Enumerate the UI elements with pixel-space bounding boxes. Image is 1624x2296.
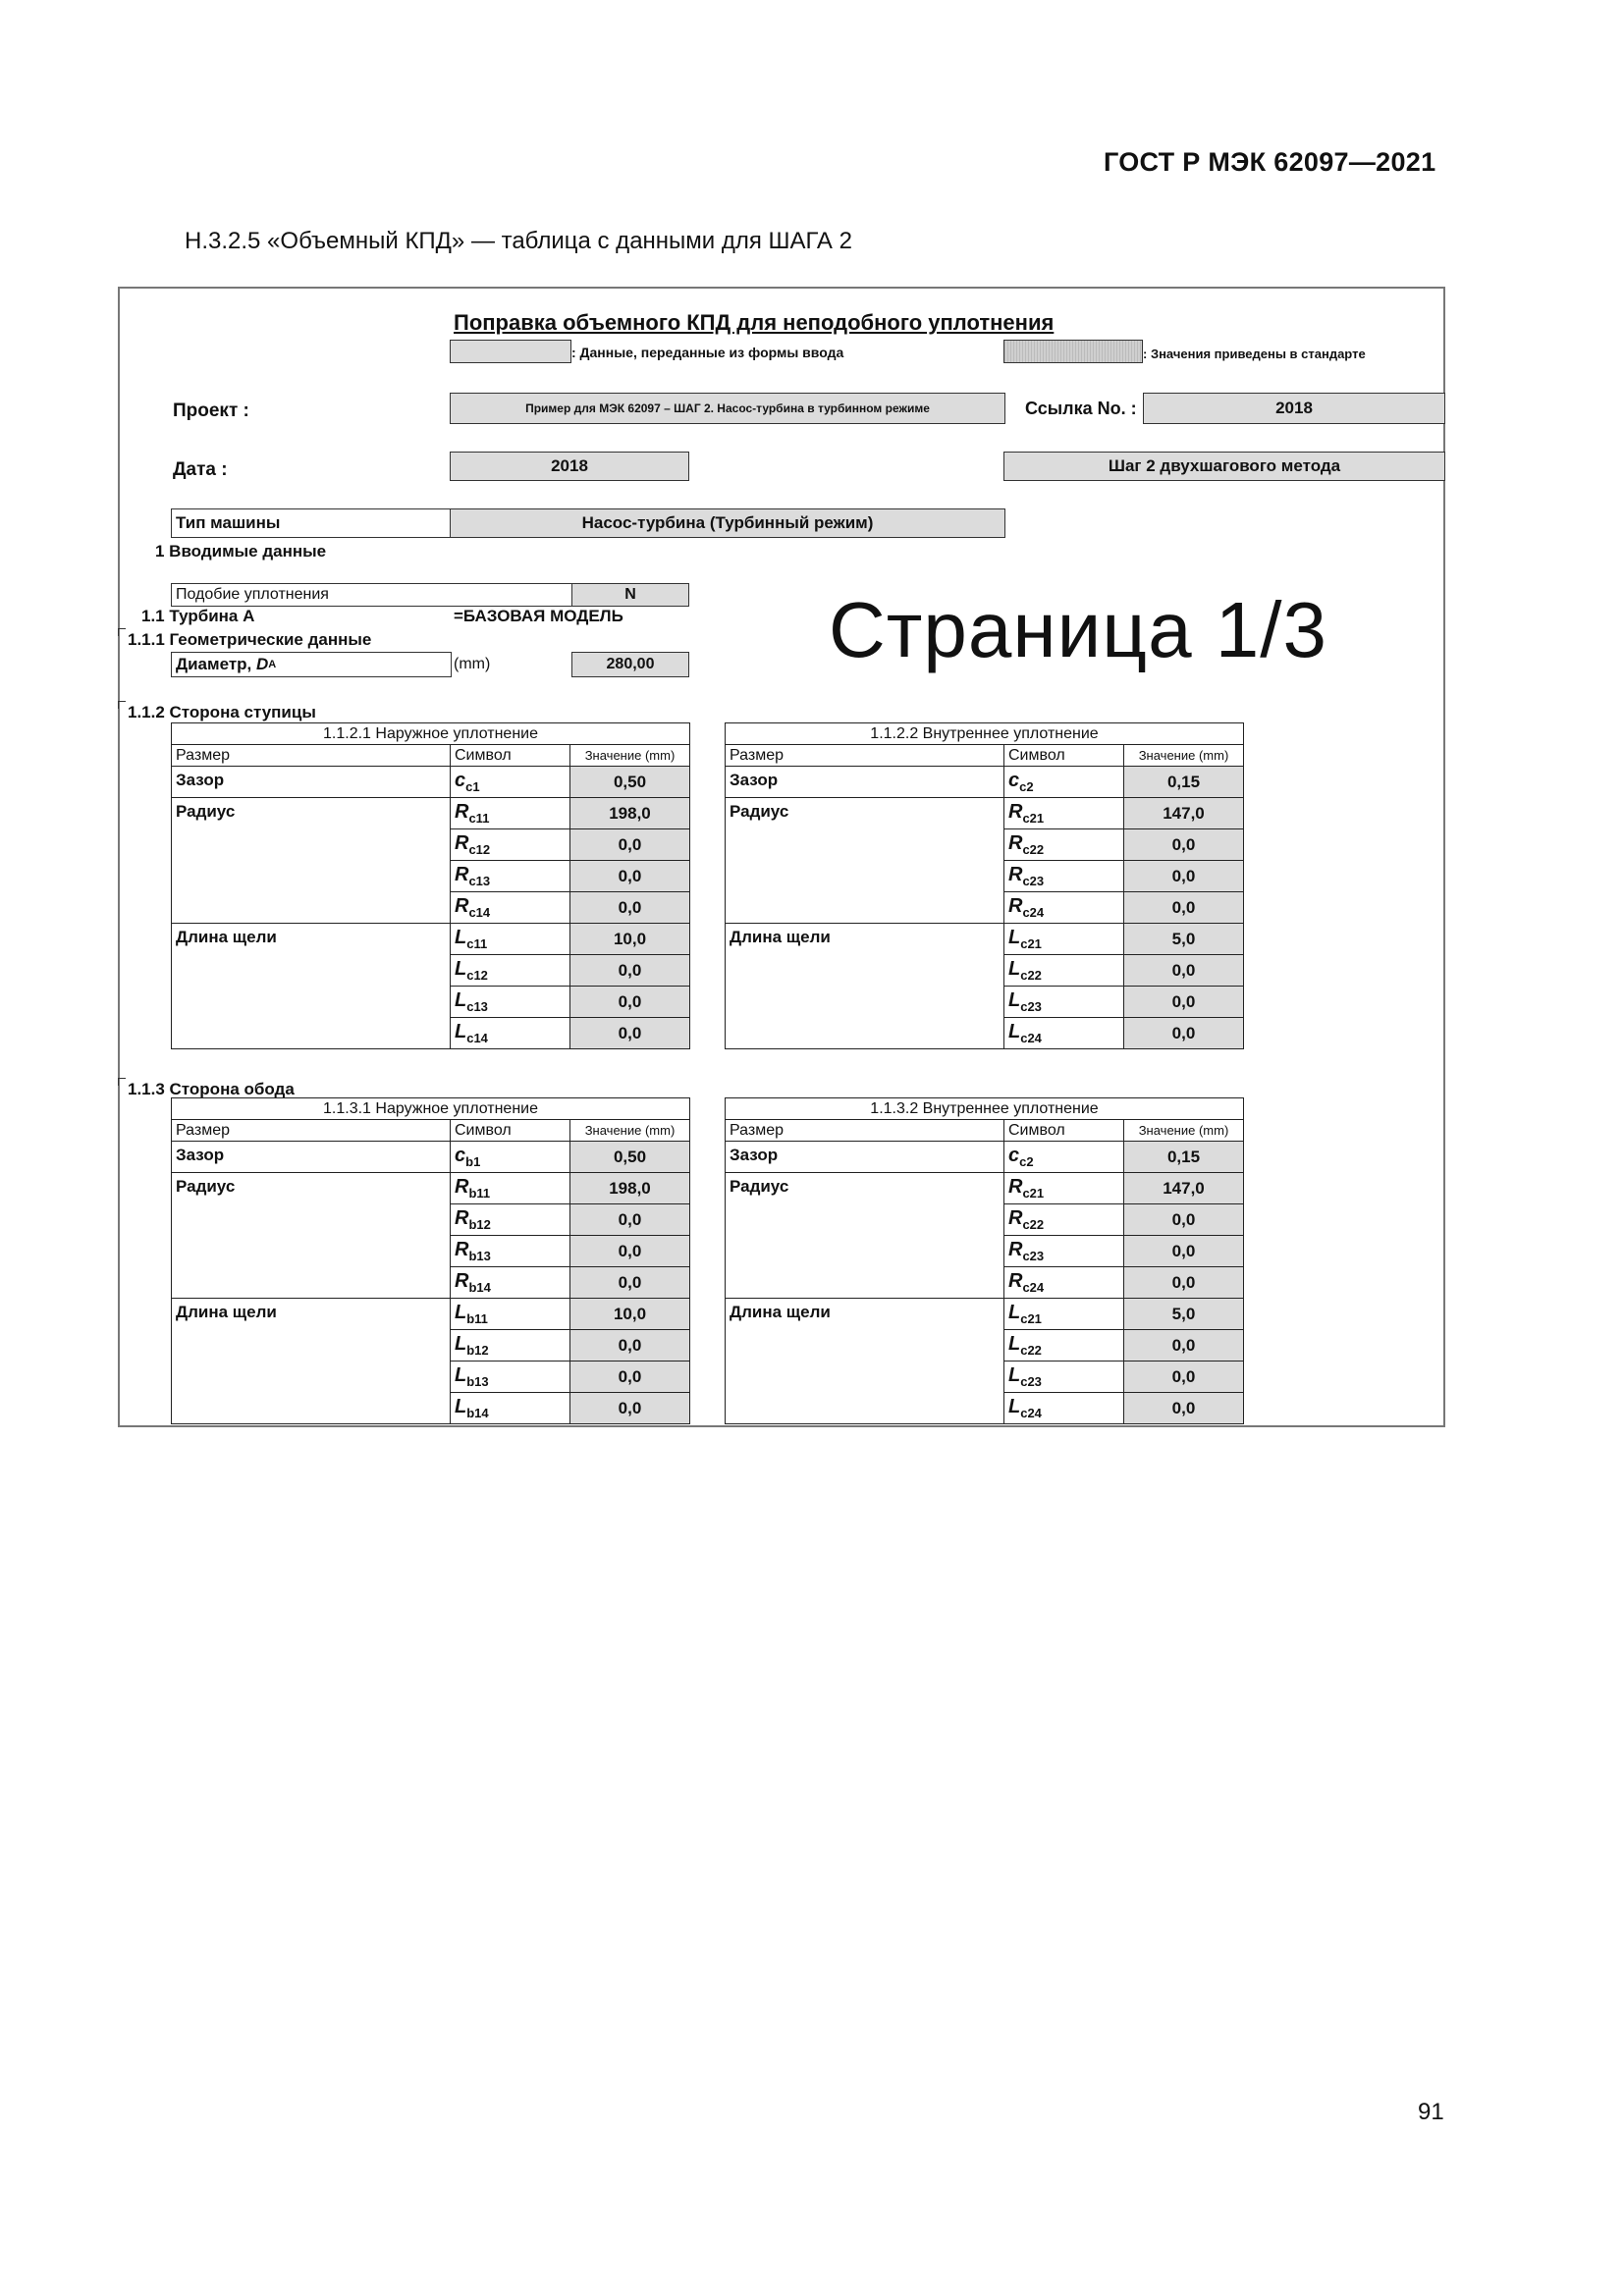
dimension-label: Зазор	[726, 767, 1004, 798]
symbol-subscript: b11	[468, 1186, 491, 1201]
diameter-label	[171, 652, 452, 677]
symbol-letter: R	[455, 1270, 469, 1292]
value-cell: 0,0	[570, 1204, 690, 1236]
value-cell: 0,0	[570, 829, 690, 861]
symbol-cell	[451, 892, 570, 924]
symbol-letter: L	[455, 958, 467, 980]
symbol-subscript: c2	[1019, 779, 1034, 794]
cell-corner-mark	[118, 628, 126, 636]
symbol-letter: L	[455, 1333, 467, 1355]
column-header: Значение (mm)	[570, 1120, 690, 1142]
diameter-subscript: A	[268, 659, 277, 670]
column-header: Размер	[172, 745, 451, 767]
symbol-letter: R	[1008, 864, 1023, 885]
diameter-field: 280,00	[571, 652, 689, 677]
table-row	[172, 1299, 690, 1330]
table-caption: 1.1.2.1 Наружное уплотнение	[172, 723, 690, 745]
symbol-cell	[451, 798, 570, 829]
symbol-cell	[451, 1267, 570, 1299]
symbol-letter: c	[455, 1145, 466, 1166]
symbol-letter: L	[455, 1396, 467, 1417]
reference-field: 2018	[1143, 393, 1445, 424]
symbol-cell	[1004, 1330, 1124, 1362]
value-cell: 0,0	[1124, 829, 1244, 861]
symbol-subscript: c23	[1020, 1374, 1042, 1389]
column-header: Значение (mm)	[570, 745, 690, 767]
value-cell: 0,15	[1124, 767, 1244, 798]
symbol-subscript: b11	[466, 1311, 488, 1326]
table-row	[172, 924, 690, 955]
symbol-letter: c	[455, 770, 466, 791]
value-cell: 0,50	[570, 767, 690, 798]
symbol-letter: L	[1008, 1364, 1021, 1386]
value-cell: 10,0	[570, 924, 690, 955]
table-row	[172, 798, 690, 829]
symbol-subscript: b14	[468, 1280, 491, 1295]
table-row	[726, 1142, 1244, 1173]
symbol-subscript: b14	[466, 1406, 489, 1420]
section-turbine-a: 1.1 Турбина А	[141, 607, 255, 625]
symbol-subscript: c11	[468, 811, 490, 826]
symbol-subscript: c21	[1020, 1311, 1042, 1326]
dimension-label: Зазор	[172, 1142, 451, 1173]
dimension-label: Длина щели	[172, 924, 451, 1049]
dimension-label: Зазор	[172, 767, 451, 798]
symbol-subscript: c23	[1022, 874, 1045, 888]
value-cell: 0,0	[570, 861, 690, 892]
dimension-label: Длина щели	[172, 1299, 451, 1424]
symbol-cell	[1004, 1299, 1124, 1330]
symbol-letter: c	[1008, 1145, 1020, 1166]
value-cell: 198,0	[570, 798, 690, 829]
cell-corner-mark	[118, 1078, 126, 1086]
symbol-subscript: c14	[466, 1031, 488, 1045]
value-cell: 0,0	[570, 955, 690, 987]
similarity-label: Подобие уплотнения	[171, 583, 575, 607]
machine-type-label: Тип машины	[171, 508, 452, 538]
symbol-cell	[451, 1142, 570, 1173]
dimension-label: Длина щели	[726, 1299, 1004, 1424]
page-stamp: Страница 1/3	[829, 586, 1328, 673]
value-cell: 10,0	[570, 1299, 690, 1330]
symbol-subscript: c24	[1020, 1031, 1042, 1045]
symbol-subscript: c22	[1022, 1217, 1045, 1232]
symbol-subscript: c22	[1022, 842, 1045, 857]
value-cell: 5,0	[1124, 1299, 1244, 1330]
symbol-letter: L	[455, 989, 467, 1011]
symbol-cell	[1004, 1267, 1124, 1299]
value-cell: 0,0	[1124, 892, 1244, 924]
table-row	[172, 1142, 690, 1173]
reference-label: Ссылка No. :	[1025, 399, 1137, 418]
value-cell: 147,0	[1124, 1173, 1244, 1204]
symbol-cell	[451, 955, 570, 987]
symbol-letter: L	[1008, 927, 1021, 948]
symbol-subscript: c12	[468, 842, 491, 857]
symbol-cell	[451, 1393, 570, 1424]
dimension-label: Радиус	[172, 1173, 451, 1299]
page-number: 91	[1418, 2099, 1444, 2125]
legend-standard-text: : Значения приведены в стандарте	[1143, 347, 1366, 361]
table-header-row	[726, 1120, 1244, 1142]
table-row	[726, 1299, 1244, 1330]
hub-outer-seal-table	[171, 722, 690, 1049]
symbol-subscript: c13	[468, 874, 491, 888]
symbol-subscript: c23	[1022, 1249, 1045, 1263]
value-cell: 0,0	[1124, 955, 1244, 987]
symbol-cell	[1004, 955, 1124, 987]
symbol-letter: R	[455, 895, 469, 917]
symbol-cell	[451, 987, 570, 1018]
symbol-cell	[1004, 892, 1124, 924]
dimension-label: Зазор	[726, 1142, 1004, 1173]
symbol-subscript: c1	[465, 779, 480, 794]
table-header-row	[172, 745, 690, 767]
symbol-letter: R	[1008, 832, 1023, 854]
symbol-letter: L	[455, 927, 467, 948]
symbol-letter: R	[1008, 1176, 1023, 1198]
symbol-cell	[451, 829, 570, 861]
value-cell: 0,0	[1124, 987, 1244, 1018]
symbol-cell	[451, 924, 570, 955]
value-cell: 0,0	[1124, 861, 1244, 892]
value-cell: 0,0	[1124, 1393, 1244, 1424]
symbol-cell	[1004, 1393, 1124, 1424]
symbol-cell	[1004, 1142, 1124, 1173]
symbol-letter: L	[455, 1021, 467, 1042]
column-header: Символ	[451, 1120, 570, 1142]
column-header: Символ	[1004, 1120, 1124, 1142]
symbol-letter: R	[455, 1207, 469, 1229]
symbol-cell	[1004, 829, 1124, 861]
value-cell: 0,0	[570, 1018, 690, 1049]
table-header-row	[726, 745, 1244, 767]
machine-type-field: Насос-турбина (Турбинный режим)	[450, 508, 1005, 538]
symbol-subscript: c24	[1020, 1406, 1042, 1420]
value-cell: 0,0	[1124, 1330, 1244, 1362]
section-rim-side: 1.1.3 Сторона обода	[128, 1080, 295, 1098]
symbol-letter: L	[1008, 989, 1021, 1011]
symbol-subscript: c2	[1019, 1154, 1034, 1169]
diameter-label-text: Диаметр,	[176, 655, 252, 673]
symbol-letter: R	[1008, 801, 1023, 823]
symbol-subscript: c12	[466, 968, 488, 983]
standard-designation: ГОСТ Р МЭК 62097—2021	[1104, 147, 1436, 177]
table-row	[172, 767, 690, 798]
symbol-cell	[451, 1299, 570, 1330]
date-field: 2018	[450, 452, 689, 481]
symbol-subscript: c11	[466, 936, 488, 951]
base-model-label: =БАЗОВАЯ МОДЕЛЬ	[454, 607, 623, 625]
value-cell: 0,0	[570, 1393, 690, 1424]
value-cell: 147,0	[1124, 798, 1244, 829]
column-header: Размер	[726, 1120, 1004, 1142]
symbol-letter: L	[455, 1364, 467, 1386]
legend-input-text: : Данные, переданные из формы ввода	[571, 345, 844, 360]
section-hub-side: 1.1.2 Сторона ступицы	[128, 703, 316, 721]
symbol-subscript: c24	[1022, 905, 1045, 920]
step-field: Шаг 2 двухшагового метода	[1003, 452, 1445, 481]
symbol-subscript: c22	[1020, 1343, 1042, 1358]
symbol-cell	[451, 1236, 570, 1267]
table-caption: 1.1.2.2 Внутреннее уплотнение	[726, 723, 1244, 745]
symbol-letter: L	[1008, 1021, 1021, 1042]
value-cell: 0,0	[570, 1267, 690, 1299]
table-caption: 1.1.3.1 Наружное уплотнение	[172, 1098, 690, 1120]
symbol-cell	[1004, 861, 1124, 892]
symbol-letter: R	[1008, 1239, 1023, 1260]
dimension-label: Радиус	[726, 798, 1004, 924]
column-header: Размер	[726, 745, 1004, 767]
value-cell: 0,50	[570, 1142, 690, 1173]
symbol-letter: R	[455, 832, 469, 854]
cell-corner-mark	[118, 701, 126, 709]
column-header: Значение (mm)	[1124, 745, 1244, 767]
value-cell: 0,0	[1124, 1018, 1244, 1049]
symbol-letter: L	[1008, 1302, 1021, 1323]
symbol-cell	[1004, 767, 1124, 798]
symbol-cell	[451, 1362, 570, 1393]
symbol-letter: R	[1008, 1270, 1023, 1292]
symbol-subscript: c22	[1020, 968, 1042, 983]
symbol-subscript: b12	[468, 1217, 491, 1232]
legend-standard-swatch	[1003, 340, 1143, 363]
value-cell: 0,0	[570, 1330, 690, 1362]
value-cell: 0,0	[570, 987, 690, 1018]
table-row	[726, 1173, 1244, 1204]
symbol-subscript: b13	[466, 1374, 489, 1389]
symbol-letter: R	[1008, 1207, 1023, 1229]
symbol-subscript: b12	[466, 1343, 489, 1358]
column-header: Символ	[1004, 745, 1124, 767]
value-cell: 5,0	[1124, 924, 1244, 955]
rim-inner-seal-table	[725, 1097, 1244, 1424]
symbol-cell	[1004, 987, 1124, 1018]
rim-outer-seal-table	[171, 1097, 690, 1424]
dimension-label: Длина щели	[726, 924, 1004, 1049]
symbol-subscript: b13	[468, 1249, 491, 1263]
symbol-cell	[1004, 1362, 1124, 1393]
symbol-subscript: c21	[1022, 811, 1045, 826]
symbol-letter: c	[1008, 770, 1020, 791]
symbol-letter: L	[1008, 958, 1021, 980]
symbol-cell	[1004, 1236, 1124, 1267]
symbol-subscript: c13	[466, 999, 488, 1014]
value-cell: 0,0	[1124, 1204, 1244, 1236]
symbol-cell	[451, 1330, 570, 1362]
symbol-letter: R	[455, 801, 469, 823]
section-geometry: 1.1.1 Геометрические данные	[128, 630, 372, 649]
column-header: Размер	[172, 1120, 451, 1142]
value-cell: 0,0	[1124, 1362, 1244, 1393]
table-caption: 1.1.3.2 Внутреннее уплотнение	[726, 1098, 1244, 1120]
hub-inner-seal-table	[725, 722, 1244, 1049]
symbol-letter: L	[1008, 1333, 1021, 1355]
symbol-letter: L	[455, 1302, 467, 1323]
symbol-letter: R	[455, 864, 469, 885]
diameter-unit: (mm)	[454, 656, 491, 672]
value-cell: 0,0	[570, 892, 690, 924]
symbol-subscript: b1	[465, 1154, 481, 1169]
value-cell: 0,0	[570, 1362, 690, 1393]
symbol-cell	[1004, 1018, 1124, 1049]
dimension-label: Радиус	[726, 1173, 1004, 1299]
sheet-title: Поправка объемного КПД для неподобного уплотнения	[454, 310, 1055, 335]
value-cell: 0,0	[1124, 1236, 1244, 1267]
symbol-cell	[1004, 924, 1124, 955]
symbol-cell	[451, 767, 570, 798]
similarity-field: N	[571, 583, 689, 607]
symbol-cell	[451, 1018, 570, 1049]
table-header-row	[172, 1120, 690, 1142]
dimension-label: Радиус	[172, 798, 451, 924]
project-field: Пример для МЭК 62097 – ШАГ 2. Насос-турбина в турбинном режиме	[450, 393, 1005, 424]
symbol-letter: R	[455, 1239, 469, 1260]
project-label: Проект :	[173, 400, 249, 421]
symbol-letter: R	[455, 1176, 469, 1198]
symbol-letter: L	[1008, 1396, 1021, 1417]
symbol-subscript: c14	[468, 905, 491, 920]
section-subheading: Н.3.2.5 «Объемный КПД» — таблица с данными для ШАГА 2	[185, 228, 852, 254]
value-cell: 198,0	[570, 1173, 690, 1204]
column-header: Символ	[451, 745, 570, 767]
symbol-letter: R	[1008, 895, 1023, 917]
symbol-cell	[1004, 1204, 1124, 1236]
table-row	[726, 798, 1244, 829]
symbol-subscript: c24	[1022, 1280, 1045, 1295]
symbol-cell	[451, 861, 570, 892]
symbol-cell	[1004, 1173, 1124, 1204]
symbol-cell	[451, 1204, 570, 1236]
symbol-cell	[451, 1173, 570, 1204]
symbol-subscript: c21	[1020, 936, 1042, 951]
legend-input-swatch	[450, 340, 571, 363]
diameter-symbol: D	[256, 655, 269, 673]
section-input-data: 1 Вводимые данные	[155, 542, 327, 561]
column-header: Значение (mm)	[1124, 1120, 1244, 1142]
value-cell: 0,15	[1124, 1142, 1244, 1173]
table-row	[726, 924, 1244, 955]
symbol-subscript: c23	[1020, 999, 1042, 1014]
symbol-subscript: c21	[1022, 1186, 1045, 1201]
date-label: Дата :	[173, 459, 228, 480]
table-row	[172, 1173, 690, 1204]
table-row	[726, 767, 1244, 798]
value-cell: 0,0	[570, 1236, 690, 1267]
value-cell: 0,0	[1124, 1267, 1244, 1299]
symbol-cell	[1004, 798, 1124, 829]
